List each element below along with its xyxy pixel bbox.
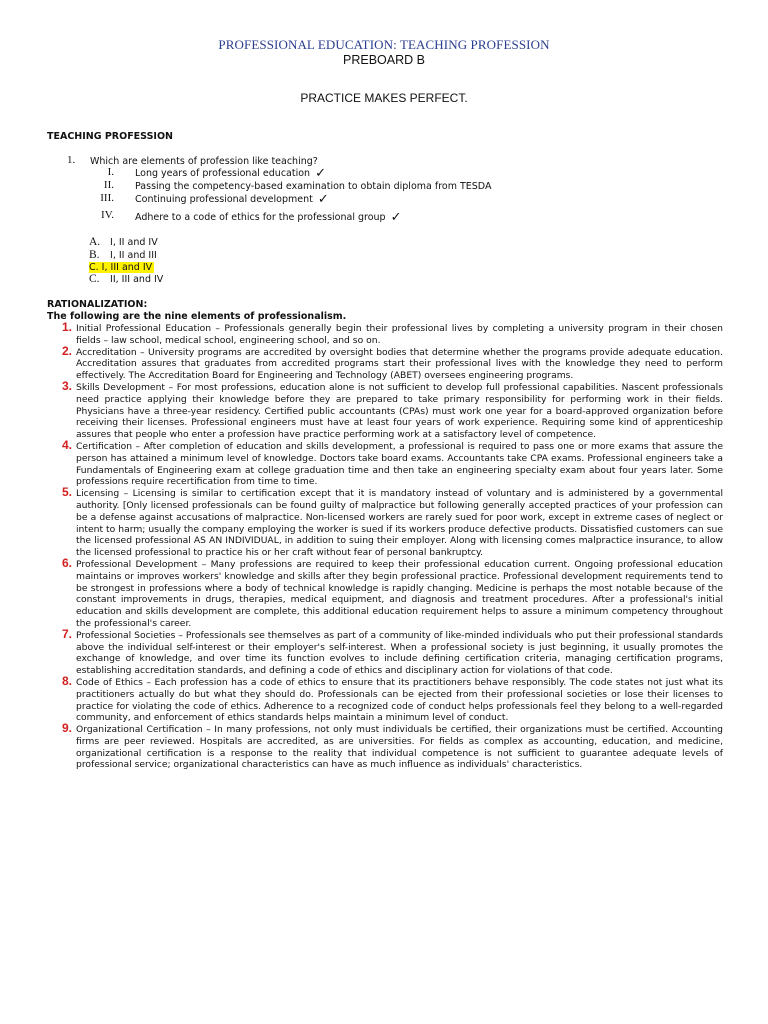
- item-number: 8.: [61, 673, 72, 688]
- document-subtitle: PREBOARD B: [343, 53, 425, 67]
- item-number: 5.: [61, 485, 72, 500]
- item-row: [135, 194, 329, 205]
- item-roman: III.: [100, 192, 114, 204]
- choice-letter: C.: [89, 273, 100, 285]
- list-item: [61, 378, 723, 441]
- item-roman: IV.: [101, 209, 114, 221]
- list-item: [61, 320, 723, 347]
- question-number: 1.: [67, 154, 76, 166]
- list-item: [61, 626, 723, 677]
- list-item: [61, 721, 723, 771]
- item-text: Adhere to a code of ethics for the professional group: [135, 212, 386, 223]
- item-number: 7.: [61, 626, 72, 641]
- list-item: [61, 437, 723, 488]
- item-text: Long years of professional education: [135, 168, 311, 179]
- item-row: [135, 168, 326, 179]
- item-text: Continuing professional development: [135, 194, 313, 205]
- item-body: Professional Development – Many professions are required to keep their professional education current. Ongoing professional education maintains or improves workers' knowledge and skills after they begin professional practice. Professional development requirements tend to be strongest in professions where a body of technical knowledge is rapidly changing. Medicine is perhaps the most notable because of the constant improvements in drugs, therapies, medical equipment, and diagnosis and treatment procedures. After a professional's initial education and skills development are complete, this additional education requirement helps to assure a minimum competency throughout the professional's career.: [76, 558, 723, 629]
- checkmark-icon: ✓: [317, 192, 329, 207]
- choice-text: I, II and IV: [110, 237, 158, 248]
- item-body: Accreditation – University programs are accredited by oversight bodies that determine whether the programs provide adequate education. Accreditation assures that graduates from accredited programs start their professional lives with the knowledge they need to perform effectively. The Accreditation Board for Engineering and Technology (ABET) oversees engineering programs.: [76, 346, 723, 382]
- item-number: 1.: [61, 320, 72, 334]
- checkmark-icon: ✓: [390, 210, 402, 225]
- list-item: [61, 673, 723, 724]
- item-number: 4.: [61, 437, 72, 452]
- answer-choice-b: [89, 249, 157, 261]
- choice-text: I, II and III: [110, 250, 157, 261]
- item-body: Certification – After completion of education and skills development, a professional is required to pass one or more exams that assure the person has attained a minimum level of knowledge. Doctors take board exams. Accountants take CPA exams. Professional engineers take a Fundamentals of Engineering exam at college graduation time and then take an engineering specialty exam about four years later. Some professions require recertification from time to time.: [76, 440, 723, 488]
- answer-choice-a: [89, 236, 158, 248]
- item-roman: I.: [107, 166, 114, 178]
- item-row: [135, 181, 491, 192]
- item-body: Organizational Certification – In many professions, not only must individuals be certified, their organizations must be certified. Accounting firms are peer reviewed. Hospitals are accredited, as are universities. For fields as complex as accounting, education, and medicine, organizational certification is a response to the reality that individual competence is not sufficient to guarantee adequate levels of professional service; organizational characteristics can have as much influence as individuals' characteristics.: [76, 724, 723, 771]
- answer-choice-correct: [89, 262, 154, 273]
- item-number: 6.: [61, 555, 72, 570]
- choice-letter: A.: [89, 236, 101, 248]
- item-body: Code of Ethics – Each profession has a code of ethics to ensure that its practitioners behave responsibly. The code states not just what its practitioners actually do but what they should do. Professionals can be ejected from their professional societies or lose their licenses to practice for violating the code of ethics. Adherence to a recognized code of conduct helps professionals feel they belong to a well-regarded community, and enforcement of ethics standards helps maintain a minimum level of conduct.: [76, 676, 723, 724]
- highlighted-answer: C. I, III and IV: [89, 262, 153, 273]
- question-text: Which are elements of profession like teaching?: [90, 156, 318, 167]
- item-number: 3.: [61, 378, 72, 393]
- item-body: Licensing – Licensing is similar to certification except that it is mandatory instead of voluntary and is administered by a governmental authority. [Only licensed professionals can be found guilty of malpractice but following generally accepted practices of your profession can be a defense against accusations of malpractice. Non-licensed workers are rarely sued for poor work, except in extreme cases of neglect or intent to harm; usually the company employing the worker is sued if its workers produce defective products. Dissatisfied customers can sue the licensed professional AS AN INDIVIDUAL, in addition to suing their employer. Along with licensing comes malpractice insurance, to allow the licensed professional to practice his or her craft without fear of personal bankruptcy.: [76, 488, 723, 559]
- item-row: [135, 212, 402, 223]
- rationalization-heading: RATIONALIZATION:: [47, 299, 148, 310]
- item-body: Skills Development – For most professions, education alone is not sufficient to develop full professional capabilities. Nascent professionals need practice applying their knowledge before they are prepared to take primary responsibility for performing work in their fields. Physicians have a three-year residency. Certified public accountants (CPAs) must work one year for a board-approved organization before receiving their licenses. Professional engineers must have at least four years of work experience. Requiring some kind of apprenticeship assures that people who enter a profession have practice performing work at a satisfactory level of competence.: [76, 381, 723, 441]
- item-roman: II.: [103, 179, 114, 191]
- choice-letter: B.: [89, 249, 100, 261]
- checkmark-icon: ✓: [315, 166, 326, 181]
- list-item: [61, 343, 723, 382]
- list-item: [61, 485, 723, 559]
- elements-list: [61, 320, 723, 771]
- rationalization-intro: The following are the nine elements of professionalism.: [47, 311, 347, 322]
- item-text: Passing the competency-based examination to obtain diploma from TESDA: [135, 181, 492, 192]
- item-number: 2.: [61, 343, 72, 358]
- section-heading: TEACHING PROFESSION: [47, 131, 173, 142]
- item-body: Professional Societies – Professionals see themselves as part of a community of like-minded individuals who put their professional standards above the individual self-interest or their employer's self-interest. When a professional society is just beginning, it usually promotes the exchange of knowledge, and over time its function evolves to include defining certification criteria, managing certification programs, establishing accreditation standards, and defining a code of ethics and disciplinary action for violations of that code.: [76, 629, 723, 677]
- document-title: PROFESSIONAL EDUCATION: TEACHING PROFESSION: [218, 37, 550, 52]
- answer-choice-c: [89, 273, 163, 285]
- list-item: [61, 555, 723, 630]
- document-motto: PRACTICE MAKES PERFECT.: [300, 91, 468, 105]
- item-body: Initial Professional Education – Professionals generally begin their professional lives by completing a university program in their chosen fields – law school, medical school, engineering school, and so on.: [76, 323, 723, 346]
- item-number: 9.: [61, 721, 72, 736]
- choice-text: II, III and IV: [110, 274, 164, 285]
